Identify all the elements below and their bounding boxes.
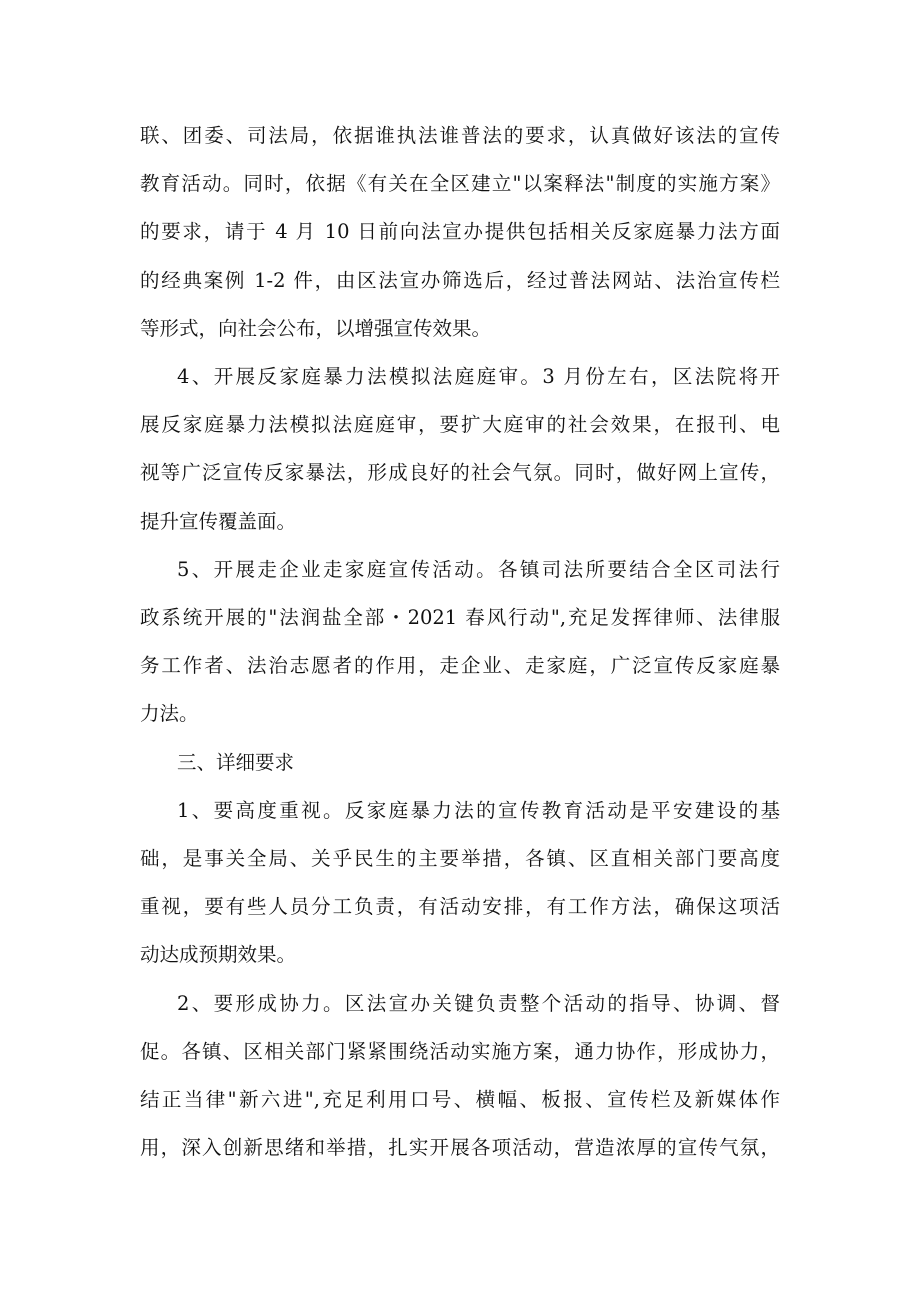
text-line: 础，是事关全局、关乎民生的主要举措，各镇、区直相关部门要高度 xyxy=(140,847,780,871)
text-line: 结正当律"新六进",充足利用口号、横幅、板报、宣传栏及新媒体作 xyxy=(140,1088,780,1112)
document-body xyxy=(140,112,780,1172)
text-line: 重视，要有些人员分工负责，有活动安排，有工作方法，确保这项活 xyxy=(140,895,780,919)
section-heading xyxy=(140,739,780,787)
text-line: 的经典案例 1-2 件，由区法宣办筛选后，经过普法网站、法治宣传栏 xyxy=(140,268,780,292)
text-line: 展反家庭暴力法模拟法庭庭审，要扩大庭审的社会效果，在报刊、电 xyxy=(140,413,780,437)
text-line: 等形式，向社会公布，以增强宣传效果。 xyxy=(140,316,492,340)
text-line: 的要求，请于 4 月 10 日前向法宣办提供包括相关反家庭暴力法方面 xyxy=(140,220,780,244)
text-line: 提升宣传覆盖面。 xyxy=(140,509,297,533)
text-line: 力法。 xyxy=(140,702,199,726)
text-line: 视等广泛宣传反家暴法，形成良好的社会气氛。同时，做好网上宣传， xyxy=(140,461,780,485)
paragraph-requirement-2 xyxy=(140,980,780,1173)
text-line: 2、要形成协力。区法宣办关键负责整个活动的指导、协调、督 xyxy=(177,991,780,1015)
text-line: 5、开展走企业走家庭宣传活动。各镇司法所要结合全区司法行 xyxy=(177,557,780,581)
text-line: 用，深入创新思绪和举措，扎实开展各项活动，营造浓厚的宣传气氛， xyxy=(140,1136,780,1160)
text-line: 联、团委、司法局，依据谁执法谁普法的要求，认真做好该法的宣传 xyxy=(140,124,780,147)
paragraph-requirement-1 xyxy=(140,787,780,980)
paragraph-continuation xyxy=(140,112,780,353)
text-line: 教育活动。同时，依据《有关在全区建立"以案释法"制度的实施方案》 xyxy=(140,172,780,196)
text-line: 务工作者、法治志愿者的作用，走企业、走家庭，广泛宣传反家庭暴 xyxy=(140,654,780,678)
text-line: 动达成预期效果。 xyxy=(140,943,297,967)
paragraph-item-4 xyxy=(140,353,780,546)
heading-text: 三、详细要求 xyxy=(177,750,295,774)
text-line: 1、要高度重视。反家庭暴力法的宣传教育活动是平安建设的基 xyxy=(177,798,780,822)
paragraph-item-5 xyxy=(140,546,780,739)
text-line: 政系统开展的"法润盐全部・2021 春风行动",充足发挥律师、法律服 xyxy=(140,606,780,630)
text-line: 促。各镇、区相关部门紧紧围绕活动实施方案，通力协作，形成协力， xyxy=(140,1039,780,1063)
text-line: 4、开展反家庭暴力法模拟法庭庭审。3 月份左右，区法院将开 xyxy=(177,365,780,389)
